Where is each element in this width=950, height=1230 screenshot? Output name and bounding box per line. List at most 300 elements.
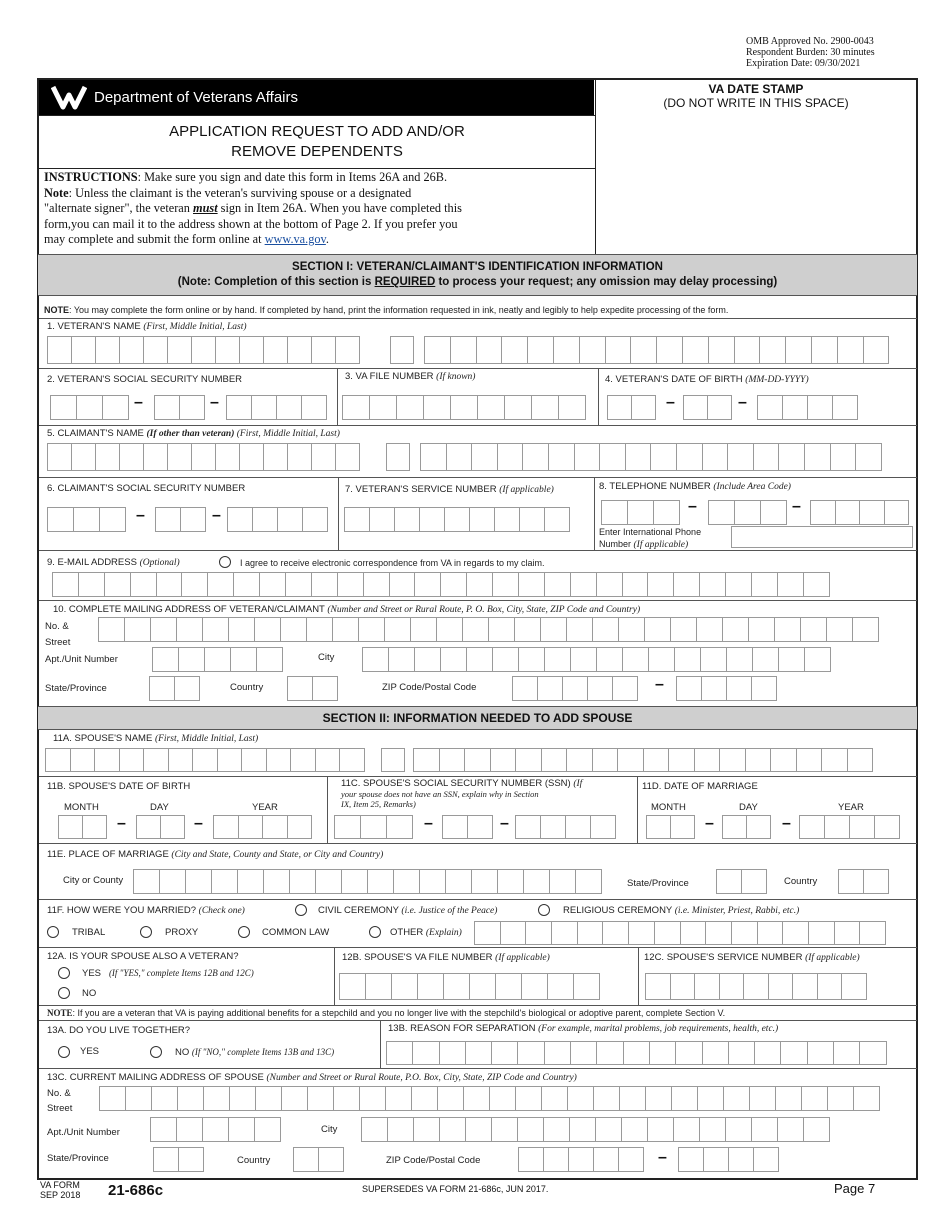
- char-box[interactable]: [625, 443, 652, 471]
- char-box[interactable]: [722, 815, 747, 839]
- char-box[interactable]: [466, 572, 493, 597]
- char-box[interactable]: [596, 1041, 623, 1065]
- veteran-ssn-boxes-1[interactable]: [50, 395, 128, 420]
- email-agree-radio[interactable]: [219, 556, 231, 568]
- char-box[interactable]: [645, 1086, 672, 1111]
- char-box[interactable]: [444, 507, 470, 532]
- char-box[interactable]: [680, 921, 707, 945]
- char-box[interactable]: [748, 617, 775, 642]
- char-box[interactable]: [125, 1086, 152, 1111]
- char-box[interactable]: [150, 1117, 177, 1142]
- char-box[interactable]: [859, 1041, 886, 1065]
- char-box[interactable]: [254, 617, 281, 642]
- char-box[interactable]: [215, 443, 240, 471]
- char-box[interactable]: [752, 647, 779, 672]
- char-box[interactable]: [804, 647, 831, 672]
- char-box[interactable]: [315, 869, 342, 894]
- char-box[interactable]: [239, 443, 264, 471]
- char-box[interactable]: [694, 748, 721, 772]
- char-box[interactable]: [835, 500, 861, 525]
- char-box[interactable]: [192, 748, 218, 772]
- char-box[interactable]: [770, 748, 797, 772]
- char-box[interactable]: [551, 921, 578, 945]
- char-box[interactable]: [47, 507, 74, 532]
- char-box[interactable]: [339, 973, 366, 1000]
- common-law-radio[interactable]: [238, 926, 250, 938]
- char-box[interactable]: [160, 815, 185, 839]
- char-box[interactable]: [167, 443, 192, 471]
- char-box[interactable]: [82, 815, 107, 839]
- char-box[interactable]: [775, 1086, 802, 1111]
- char-box[interactable]: [98, 617, 125, 642]
- char-box[interactable]: [263, 336, 288, 364]
- char-box[interactable]: [782, 395, 808, 420]
- other-radio[interactable]: [369, 926, 381, 938]
- char-box[interactable]: [853, 1086, 880, 1111]
- char-box[interactable]: [450, 336, 477, 364]
- char-box[interactable]: [290, 748, 316, 772]
- char-box[interactable]: [548, 443, 575, 471]
- char-box[interactable]: [619, 1086, 646, 1111]
- char-box[interactable]: [420, 443, 447, 471]
- char-box[interactable]: [259, 572, 286, 597]
- char-box[interactable]: [237, 869, 264, 894]
- char-box[interactable]: [647, 1117, 674, 1142]
- char-box[interactable]: [306, 617, 333, 642]
- char-box[interactable]: [474, 921, 501, 945]
- char-box[interactable]: [605, 336, 632, 364]
- char-box[interactable]: [800, 617, 827, 642]
- va-gov-link[interactable]: www.va.gov: [264, 232, 326, 247]
- char-box[interactable]: [179, 395, 205, 420]
- char-box[interactable]: [504, 395, 532, 420]
- char-box[interactable]: [647, 572, 674, 597]
- char-box[interactable]: [595, 1117, 622, 1142]
- char-box[interactable]: [176, 617, 203, 642]
- char-box[interactable]: [558, 395, 586, 420]
- char-box[interactable]: [705, 921, 732, 945]
- char-box[interactable]: [852, 617, 879, 642]
- char-box[interactable]: [734, 500, 761, 525]
- char-box[interactable]: [369, 507, 395, 532]
- char-box[interactable]: [838, 869, 864, 894]
- char-box[interactable]: [47, 336, 72, 364]
- char-box[interactable]: [439, 1117, 466, 1142]
- char-box[interactable]: [104, 572, 131, 597]
- char-box[interactable]: [151, 1086, 178, 1111]
- spouse-last-name-boxes[interactable]: [413, 748, 872, 772]
- char-box[interactable]: [757, 395, 783, 420]
- char-box[interactable]: [367, 869, 394, 894]
- char-box[interactable]: [465, 1117, 492, 1142]
- char-box[interactable]: [537, 676, 563, 701]
- tribal-radio[interactable]: [47, 926, 59, 938]
- char-box[interactable]: [263, 443, 288, 471]
- char-box[interactable]: [99, 507, 126, 532]
- char-box[interactable]: [676, 676, 702, 701]
- char-box[interactable]: [562, 676, 588, 701]
- char-box[interactable]: [381, 748, 405, 772]
- veteran-middle-initial-box[interactable]: [390, 336, 413, 364]
- char-box[interactable]: [342, 395, 370, 420]
- char-box[interactable]: [203, 1086, 230, 1111]
- char-box[interactable]: [593, 1086, 620, 1111]
- char-box[interactable]: [185, 869, 212, 894]
- char-box[interactable]: [670, 973, 696, 1000]
- claimant-ssn-boxes-3[interactable]: [227, 507, 327, 532]
- char-box[interactable]: [386, 815, 413, 839]
- char-box[interactable]: [45, 748, 71, 772]
- char-box[interactable]: [671, 1086, 698, 1111]
- char-box[interactable]: [701, 676, 727, 701]
- char-box[interactable]: [768, 973, 794, 1000]
- char-box[interactable]: [760, 500, 787, 525]
- char-box[interactable]: [469, 973, 496, 1000]
- char-box[interactable]: [527, 336, 554, 364]
- char-box[interactable]: [540, 815, 566, 839]
- char-box[interactable]: [334, 815, 361, 839]
- char-box[interactable]: [570, 647, 597, 672]
- char-box[interactable]: [745, 748, 772, 772]
- char-box[interactable]: [241, 748, 267, 772]
- char-box[interactable]: [517, 1041, 544, 1065]
- char-box[interactable]: [676, 443, 703, 471]
- spouse-zip-boxes[interactable]: [518, 1147, 643, 1172]
- char-box[interactable]: [579, 336, 606, 364]
- char-box[interactable]: [753, 1147, 779, 1172]
- char-box[interactable]: [807, 395, 833, 420]
- char-box[interactable]: [743, 973, 769, 1000]
- char-box[interactable]: [699, 572, 726, 597]
- char-box[interactable]: [490, 748, 517, 772]
- char-box[interactable]: [631, 395, 656, 420]
- char-box[interactable]: [252, 507, 278, 532]
- char-box[interactable]: [70, 748, 96, 772]
- char-box[interactable]: [143, 336, 168, 364]
- char-box[interactable]: [230, 647, 257, 672]
- char-box[interactable]: [446, 443, 473, 471]
- char-box[interactable]: [782, 921, 809, 945]
- char-box[interactable]: [335, 336, 360, 364]
- char-box[interactable]: [217, 748, 243, 772]
- char-box[interactable]: [777, 572, 804, 597]
- char-box[interactable]: [757, 921, 784, 945]
- char-box[interactable]: [807, 1041, 834, 1065]
- char-box[interactable]: [780, 1041, 807, 1065]
- char-box[interactable]: [751, 572, 778, 597]
- char-box[interactable]: [517, 1117, 544, 1142]
- char-box[interactable]: [622, 572, 649, 597]
- char-box[interactable]: [363, 572, 390, 597]
- char-box[interactable]: [99, 1086, 126, 1111]
- other-explain-boxes[interactable]: [474, 921, 885, 945]
- char-box[interactable]: [495, 973, 522, 1000]
- spouse-va-file-boxes[interactable]: [339, 973, 599, 1000]
- char-box[interactable]: [71, 443, 96, 471]
- char-box[interactable]: [519, 507, 545, 532]
- char-box[interactable]: [574, 443, 601, 471]
- char-box[interactable]: [544, 1041, 571, 1065]
- char-box[interactable]: [570, 572, 597, 597]
- char-box[interactable]: [722, 617, 749, 642]
- char-box[interactable]: [94, 748, 120, 772]
- char-box[interactable]: [386, 1041, 413, 1065]
- char-box[interactable]: [369, 395, 397, 420]
- char-box[interactable]: [648, 647, 675, 672]
- char-box[interactable]: [656, 336, 683, 364]
- marriage-city-boxes[interactable]: [133, 869, 601, 894]
- dob-year-boxes[interactable]: [757, 395, 857, 420]
- char-box[interactable]: [726, 676, 752, 701]
- char-box[interactable]: [52, 572, 79, 597]
- char-box[interactable]: [884, 500, 910, 525]
- char-box[interactable]: [211, 869, 238, 894]
- char-box[interactable]: [702, 1041, 729, 1065]
- char-box[interactable]: [522, 443, 549, 471]
- char-box[interactable]: [599, 443, 626, 471]
- char-box[interactable]: [541, 1086, 568, 1111]
- char-box[interactable]: [119, 336, 144, 364]
- char-box[interactable]: [774, 617, 801, 642]
- char-box[interactable]: [419, 869, 446, 894]
- char-box[interactable]: [512, 676, 538, 701]
- char-box[interactable]: [623, 1041, 650, 1065]
- char-box[interactable]: [628, 921, 655, 945]
- char-box[interactable]: [723, 1086, 750, 1111]
- char-box[interactable]: [673, 572, 700, 597]
- char-box[interactable]: [488, 617, 515, 642]
- char-box[interactable]: [178, 1147, 204, 1172]
- char-box[interactable]: [501, 336, 528, 364]
- spouse-ssn-boxes-1[interactable]: [334, 815, 412, 839]
- char-box[interactable]: [492, 647, 519, 672]
- char-box[interactable]: [73, 507, 100, 532]
- char-box[interactable]: [143, 443, 168, 471]
- char-box[interactable]: [719, 973, 745, 1000]
- char-box[interactable]: [804, 443, 831, 471]
- char-box[interactable]: [388, 647, 415, 672]
- char-box[interactable]: [543, 1117, 570, 1142]
- char-box[interactable]: [476, 336, 503, 364]
- char-box[interactable]: [181, 572, 208, 597]
- char-box[interactable]: [644, 617, 671, 642]
- char-box[interactable]: [47, 443, 72, 471]
- char-box[interactable]: [607, 395, 632, 420]
- char-box[interactable]: [525, 921, 552, 945]
- char-box[interactable]: [566, 748, 593, 772]
- char-box[interactable]: [266, 748, 292, 772]
- char-box[interactable]: [863, 336, 890, 364]
- char-box[interactable]: [544, 507, 570, 532]
- char-box[interactable]: [360, 815, 387, 839]
- char-box[interactable]: [592, 617, 619, 642]
- char-box[interactable]: [362, 647, 389, 672]
- char-box[interactable]: [673, 1117, 700, 1142]
- dob-day-boxes[interactable]: [683, 395, 731, 420]
- char-box[interactable]: [174, 676, 200, 701]
- spouse-dob-month-boxes[interactable]: [58, 815, 106, 839]
- char-box[interactable]: [436, 617, 463, 642]
- char-box[interactable]: [697, 1086, 724, 1111]
- char-box[interactable]: [699, 1117, 726, 1142]
- char-box[interactable]: [646, 815, 671, 839]
- char-box[interactable]: [411, 1086, 438, 1111]
- char-box[interactable]: [778, 443, 805, 471]
- char-box[interactable]: [153, 1147, 179, 1172]
- char-box[interactable]: [596, 572, 623, 597]
- char-box[interactable]: [167, 336, 192, 364]
- char-box[interactable]: [387, 1117, 414, 1142]
- char-box[interactable]: [719, 748, 746, 772]
- char-box[interactable]: [834, 921, 861, 945]
- char-box[interactable]: [130, 572, 157, 597]
- char-box[interactable]: [204, 647, 231, 672]
- char-box[interactable]: [521, 973, 548, 1000]
- char-box[interactable]: [553, 336, 580, 364]
- char-box[interactable]: [777, 1117, 804, 1142]
- char-box[interactable]: [287, 336, 312, 364]
- char-box[interactable]: [239, 336, 264, 364]
- char-box[interactable]: [302, 507, 328, 532]
- char-box[interactable]: [251, 395, 277, 420]
- char-box[interactable]: [751, 676, 777, 701]
- char-box[interactable]: [515, 1086, 542, 1111]
- claimant-last-name-boxes[interactable]: [420, 443, 881, 471]
- char-box[interactable]: [439, 1041, 466, 1065]
- marriage-month-boxes[interactable]: [646, 815, 694, 839]
- service-number-boxes[interactable]: [344, 507, 569, 532]
- char-box[interactable]: [678, 1147, 704, 1172]
- char-box[interactable]: [280, 617, 307, 642]
- char-box[interactable]: [281, 1086, 308, 1111]
- char-box[interactable]: [796, 748, 823, 772]
- char-box[interactable]: [341, 869, 368, 894]
- char-box[interactable]: [707, 395, 732, 420]
- char-box[interactable]: [708, 500, 735, 525]
- char-box[interactable]: [612, 676, 638, 701]
- char-box[interactable]: [803, 572, 830, 597]
- char-box[interactable]: [155, 507, 181, 532]
- claimant-first-name-boxes[interactable]: [47, 443, 359, 471]
- char-box[interactable]: [489, 1086, 516, 1111]
- char-box[interactable]: [518, 1147, 544, 1172]
- char-box[interactable]: [136, 815, 161, 839]
- marriage-day-boxes[interactable]: [722, 815, 770, 839]
- char-box[interactable]: [254, 1117, 281, 1142]
- char-box[interactable]: [307, 1086, 334, 1111]
- spouse-state-boxes[interactable]: [153, 1147, 203, 1172]
- spouse-street-boxes[interactable]: [99, 1086, 879, 1111]
- char-box[interactable]: [645, 973, 671, 1000]
- char-box[interactable]: [523, 869, 550, 894]
- char-box[interactable]: [778, 647, 805, 672]
- char-box[interactable]: [746, 815, 771, 839]
- char-box[interactable]: [683, 395, 708, 420]
- char-box[interactable]: [95, 443, 120, 471]
- char-box[interactable]: [276, 395, 302, 420]
- char-box[interactable]: [471, 443, 498, 471]
- char-box[interactable]: [874, 815, 900, 839]
- spouse-veteran-no-radio[interactable]: [58, 987, 70, 999]
- char-box[interactable]: [547, 973, 574, 1000]
- char-box[interactable]: [497, 443, 524, 471]
- char-box[interactable]: [159, 869, 186, 894]
- char-box[interactable]: [826, 617, 853, 642]
- char-box[interactable]: [410, 617, 437, 642]
- char-box[interactable]: [50, 395, 77, 420]
- char-box[interactable]: [587, 676, 613, 701]
- char-box[interactable]: [515, 815, 541, 839]
- char-box[interactable]: [728, 1041, 755, 1065]
- char-box[interactable]: [716, 869, 742, 894]
- char-box[interactable]: [817, 973, 843, 1000]
- char-box[interactable]: [728, 1147, 754, 1172]
- char-box[interactable]: [540, 617, 567, 642]
- char-box[interactable]: [824, 815, 850, 839]
- claimant-ssn-boxes-2[interactable]: [155, 507, 205, 532]
- phone-prefix-boxes[interactable]: [708, 500, 786, 525]
- char-box[interactable]: [215, 336, 240, 364]
- char-box[interactable]: [566, 617, 593, 642]
- char-box[interactable]: [471, 869, 498, 894]
- char-box[interactable]: [178, 647, 205, 672]
- char-box[interactable]: [785, 336, 812, 364]
- char-box[interactable]: [618, 1147, 644, 1172]
- char-box[interactable]: [359, 1086, 386, 1111]
- char-box[interactable]: [311, 572, 338, 597]
- state-boxes[interactable]: [149, 676, 199, 701]
- char-box[interactable]: [133, 869, 160, 894]
- char-box[interactable]: [439, 748, 466, 772]
- char-box[interactable]: [289, 869, 316, 894]
- spouse-first-name-boxes[interactable]: [45, 748, 364, 772]
- char-box[interactable]: [263, 869, 290, 894]
- char-box[interactable]: [238, 815, 264, 839]
- char-box[interactable]: [518, 572, 545, 597]
- claimant-ssn-boxes-1[interactable]: [47, 507, 125, 532]
- char-box[interactable]: [567, 1086, 594, 1111]
- char-box[interactable]: [670, 617, 697, 642]
- spouse-country-boxes[interactable]: [293, 1147, 343, 1172]
- char-box[interactable]: [124, 617, 151, 642]
- email-boxes[interactable]: [52, 572, 829, 597]
- char-box[interactable]: [58, 815, 83, 839]
- char-box[interactable]: [731, 921, 758, 945]
- char-box[interactable]: [618, 617, 645, 642]
- char-box[interactable]: [808, 921, 835, 945]
- char-box[interactable]: [541, 748, 568, 772]
- char-box[interactable]: [725, 572, 752, 597]
- zip-ext-boxes[interactable]: [676, 676, 776, 701]
- char-box[interactable]: [726, 647, 753, 672]
- spouse-service-number-boxes[interactable]: [645, 973, 866, 1000]
- char-box[interactable]: [152, 647, 179, 672]
- char-box[interactable]: [332, 617, 359, 642]
- char-box[interactable]: [440, 647, 467, 672]
- char-box[interactable]: [577, 921, 604, 945]
- char-box[interactable]: [803, 1117, 830, 1142]
- veteran-first-name-boxes[interactable]: [47, 336, 359, 364]
- char-box[interactable]: [700, 647, 727, 672]
- char-box[interactable]: [423, 395, 451, 420]
- separation-reason-boxes[interactable]: [386, 1041, 886, 1065]
- civil-ceremony-radio[interactable]: [295, 904, 307, 916]
- char-box[interactable]: [143, 748, 169, 772]
- char-box[interactable]: [466, 647, 493, 672]
- char-box[interactable]: [391, 973, 418, 1000]
- char-box[interactable]: [311, 336, 336, 364]
- char-box[interactable]: [621, 1117, 648, 1142]
